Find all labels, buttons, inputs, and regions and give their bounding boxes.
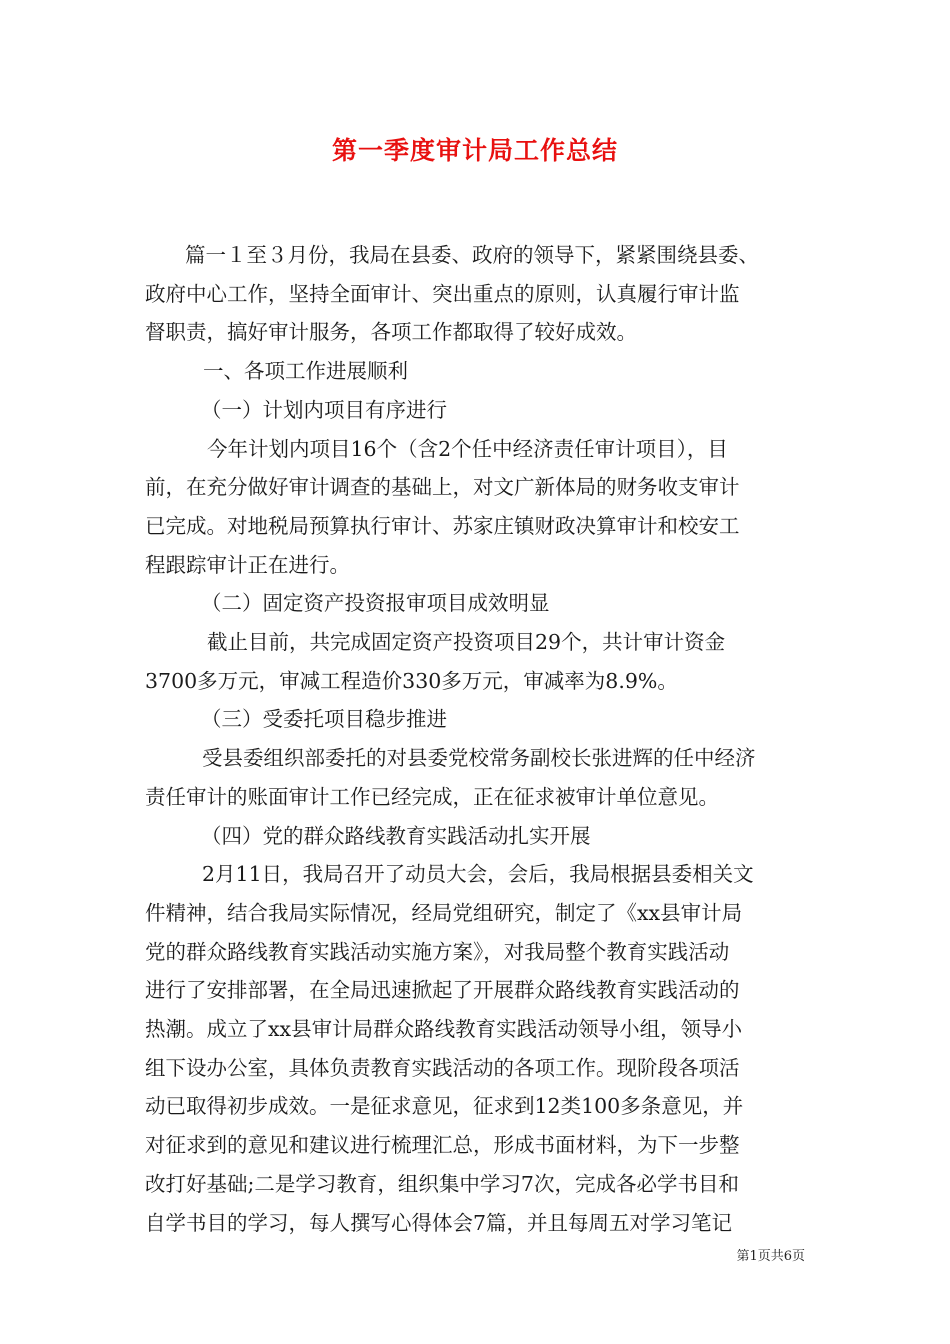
- paragraph-line: 截止目前，共完成固定资产投资项目29个，共计审计资金: [207, 630, 726, 655]
- paragraph-line: 改打好基础;二是学习教育，组织集中学习7次，完成各必学书目和: [145, 1171, 739, 1196]
- paragraph-line: 前，在充分做好审计调查的基础上，对文广新体局的财务收支审计: [145, 475, 740, 500]
- paragraph-line: 政府中心工作，坚持全面审计、突出重点的原则，认真履行审计监: [145, 281, 740, 306]
- paragraph-line: 自学书目的学习，每人撰写心得体会7篇，并且每周五对学习笔记: [145, 1210, 733, 1235]
- paragraph-line: 组下设办公室，具体负责教育实践活动的各项工作。现阶段各项活: [145, 1055, 740, 1080]
- paragraph-line: 责任审计的账面审计工作已经完成，正在征求被审计单位意见。: [145, 784, 719, 809]
- subsection-heading: （四）党的群众路线教育实践活动扎实开展: [201, 823, 591, 848]
- document-body: [145, 236, 835, 1242]
- subsection-heading: （二）固定资产投资报审项目成效明显: [201, 591, 550, 616]
- page-number: 第1页共6页: [736, 1249, 805, 1264]
- paragraph-line: 督职责，搞好审计服务，各项工作都取得了较好成效。: [145, 320, 637, 345]
- paragraph-line: 进行了安排部署，在全局迅速掀起了开展群众路线教育实践活动的: [145, 978, 740, 1003]
- paragraph-line: 动已取得初步成效。一是征求意见，征求到12类100多条意见，并: [145, 1094, 744, 1119]
- subsection-heading: （一）计划内项目有序进行: [201, 397, 447, 422]
- paragraph-line: 3700多万元，审减工程造价330多万元，审减率为8.9%。: [145, 668, 678, 693]
- subsection-heading: （三）受委托项目稳步推进: [201, 707, 447, 732]
- paragraph-line: 件精神，结合我局实际情况，经局党组研究，制定了《xx县审计局: [145, 900, 743, 925]
- document-title: 第一季度审计局工作总结: [331, 136, 618, 165]
- section-heading: 一、各项工作进展顺利: [203, 359, 408, 384]
- paragraph-line: 今年计划内项目16个（含2个任中经济责任审计项目），目: [207, 436, 728, 461]
- paragraph-line: 热潮。成立了xx县审计局群众路线教育实践活动领导小组，领导小: [145, 1017, 743, 1042]
- paragraph-line: 2月11日，我局召开了动员大会，会后，我局根据县委相关文: [202, 862, 754, 887]
- paragraph-line: 已完成。对地税局预算执行审计、苏家庄镇财政决算审计和校安工: [145, 513, 740, 538]
- paragraph-line: 受县委组织部委托的对县委党校常务副校长张进辉的任中经济: [202, 746, 756, 771]
- paragraph-line: 对征求到的意见和建议进行梳理汇总，形成书面材料，为下一步整: [145, 1133, 740, 1158]
- paragraph-line: 篇一１至３月份，我局在县委、政府的领导下，紧紧围绕县委、: [185, 243, 759, 267]
- paragraph-line: 党的群众路线教育实践活动实施方案》，对我局整个教育实践活动: [145, 939, 730, 964]
- paragraph-line: 程跟踪审计正在进行。: [145, 552, 350, 577]
